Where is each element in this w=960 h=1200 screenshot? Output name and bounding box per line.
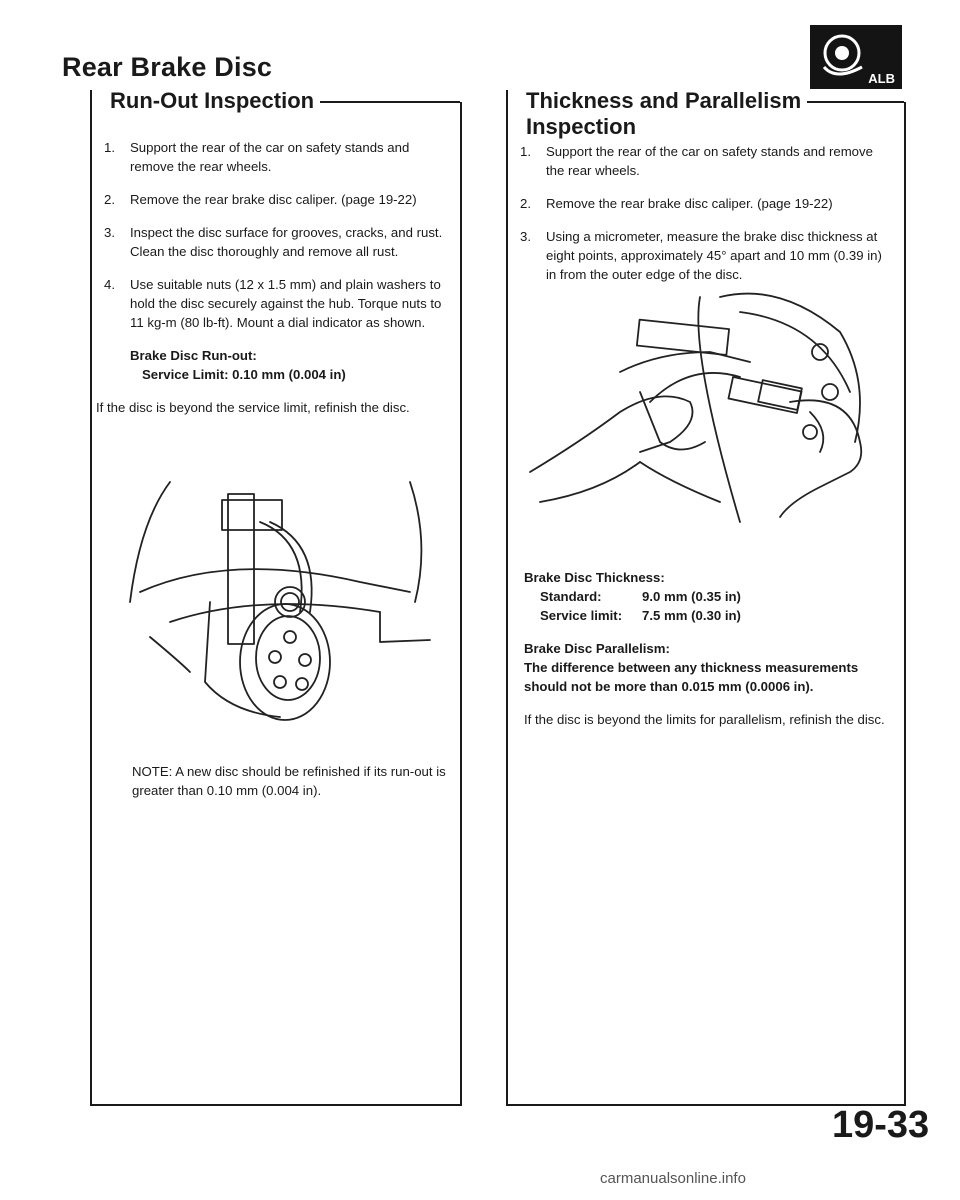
step-number: 3.	[104, 225, 115, 240]
page-title: Rear Brake Disc	[62, 52, 273, 82]
spec-title: Brake Disc Run-out:	[130, 348, 257, 363]
parallel-title: Brake Disc Parallelism:	[524, 641, 670, 656]
list-item	[104, 190, 450, 209]
step-number: 2.	[520, 196, 531, 211]
micrometer-illustration	[520, 292, 880, 532]
list-item	[520, 227, 890, 284]
list-item	[520, 142, 890, 180]
run-out-heading: Run-Out Inspection	[104, 88, 320, 114]
list-item	[104, 275, 450, 332]
list-item	[520, 194, 890, 213]
step-text: Remove the rear brake disc caliper. (page 19-22)	[546, 196, 833, 211]
thickness-title: Brake Disc Thickness:	[524, 570, 665, 585]
step-number: 1.	[520, 144, 531, 159]
heading-rule	[792, 101, 904, 103]
run-out-spec	[104, 346, 450, 384]
alb-label: ALB	[868, 71, 895, 86]
thickness-after: If the disc is beyond the limits for parallelism, refinish the disc.	[524, 712, 885, 727]
list-item	[104, 138, 450, 176]
run-out-steps	[104, 138, 450, 332]
brake-disc-icon	[816, 31, 876, 79]
parallel-text: The difference between any thickness measurements should not be more than 0.015 mm (0.0006 in).	[524, 660, 859, 694]
standard-row	[524, 587, 892, 606]
page-number: 19-33	[832, 1104, 930, 1146]
standard-label: Standard:	[540, 589, 602, 604]
dial-indicator-illustration	[110, 462, 450, 722]
step-text: Support the rear of the car on safety stands and remove the rear wheels.	[130, 140, 410, 174]
list-item	[104, 223, 450, 261]
service-value: 7.5 mm (0.30 in)	[642, 608, 741, 623]
run-out-after: If the disc is beyond the service limit, refinish the disc.	[96, 400, 410, 415]
step-text: Inspect the disc surface for grooves, cracks, and rust. Clean the disc thoroughly and remove all rust.	[130, 225, 443, 259]
step-text: Support the rear of the car on safety stands and remove the rear wheels.	[546, 144, 873, 178]
alb-badge	[810, 25, 902, 89]
thickness-steps	[520, 142, 890, 284]
heading-rule	[312, 101, 460, 103]
footer-watermark: carmanualsonline.info	[600, 1170, 746, 1187]
section-corner-tick	[506, 90, 508, 104]
thickness-heading-line2: Inspection	[520, 114, 642, 140]
run-out-content	[96, 138, 450, 417]
step-number: 2.	[104, 192, 115, 207]
step-text: Using a micrometer, measure the brake disc thickness at eight points, approximately 45° apart and 10 mm (0.39 in) in from the outer edge of the disc.	[546, 229, 882, 282]
service-label: Service limit:	[540, 608, 623, 623]
run-out-note: NOTE: A new disc should be refinished if its run-out is greater than 0.10 mm (0.004 in).	[132, 764, 446, 798]
spec-line: Service Limit: 0.10 mm (0.004 in)	[142, 367, 346, 382]
service-row	[524, 606, 892, 625]
step-number: 1.	[104, 140, 115, 155]
step-number: 4.	[104, 277, 115, 292]
step-text: Remove the rear brake disc caliper. (page 19-22)	[130, 192, 417, 207]
thickness-content	[520, 142, 890, 298]
step-number: 3.	[520, 229, 531, 244]
step-text: Use suitable nuts (12 x 1.5 mm) and plain washers to hold the disc securely against the hub. Torque nuts to 11 kg-m (80 lb-ft). Mount a dial indicator as shown.	[130, 277, 442, 330]
section-corner-tick	[90, 90, 92, 104]
thickness-spec	[524, 568, 892, 729]
standard-value: 9.0 mm (0.35 in)	[642, 589, 741, 604]
thickness-heading: Thickness and Parallelism	[520, 88, 807, 114]
